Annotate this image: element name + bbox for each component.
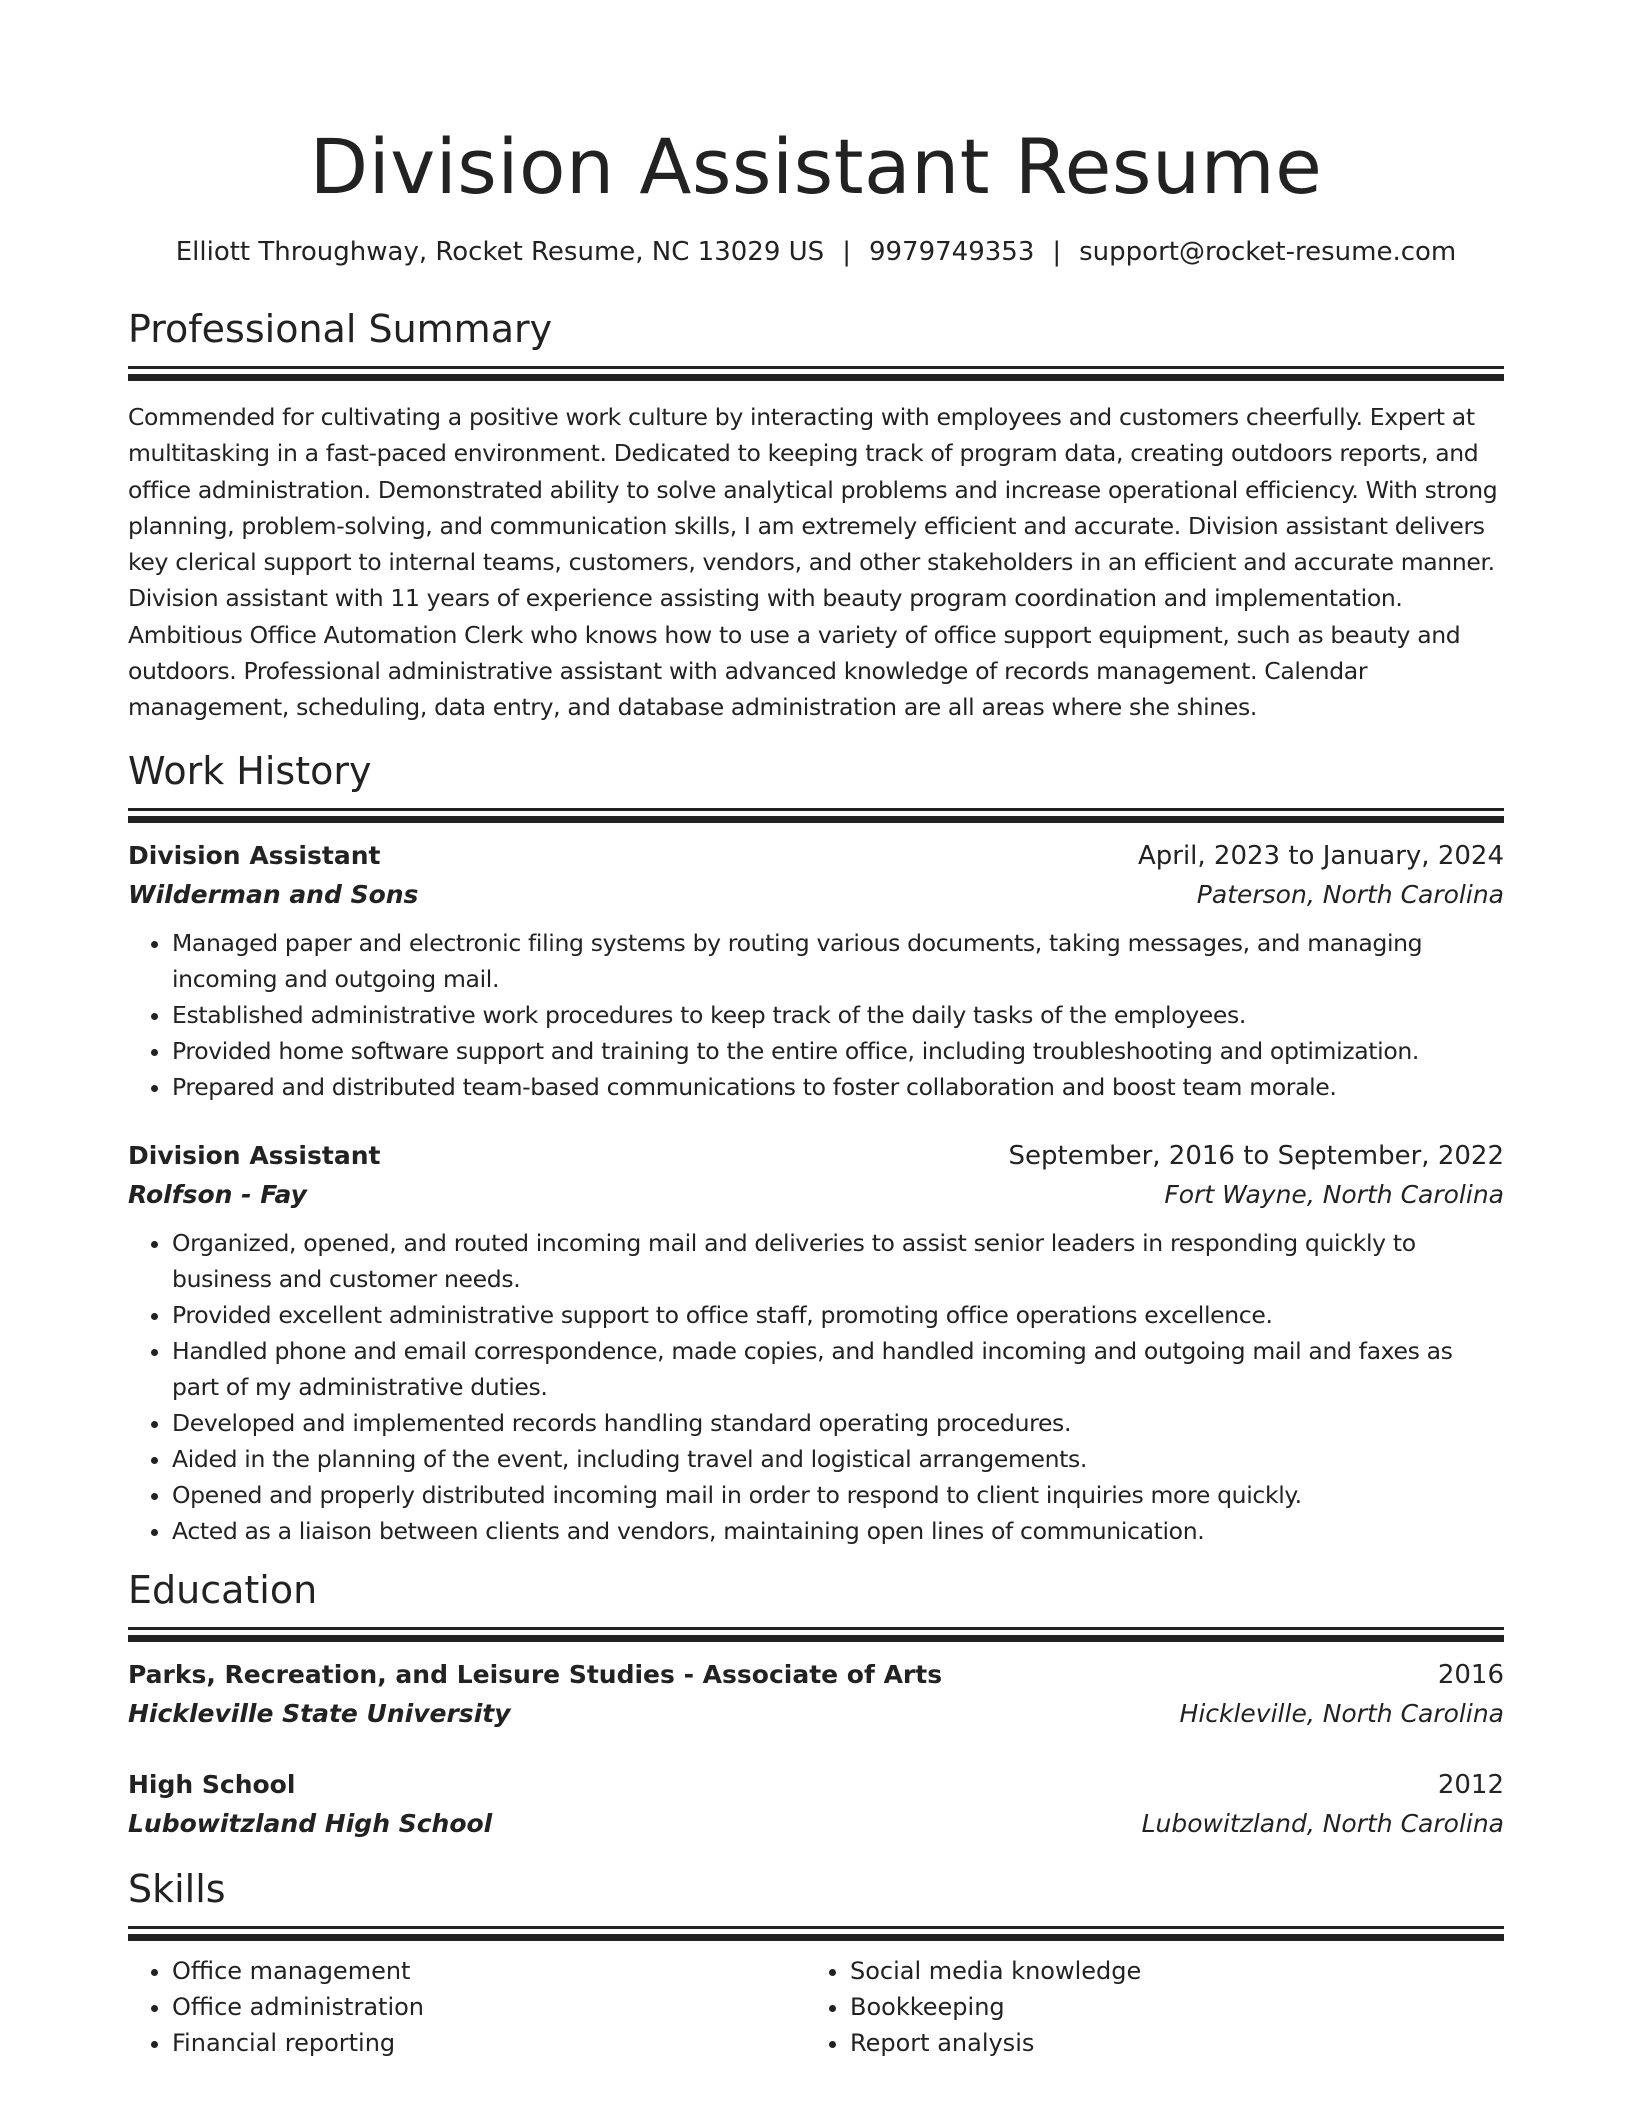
list-item: • Acted as a liaison between clients and vendors, maintaining open lines of communication. [172,1513,1504,1549]
job-dates: September, 2016 to September, 2022 [1008,1140,1504,1171]
skills-section [128,1866,1504,2061]
employer-name: Wilderman and Sons [128,879,419,909]
job-location: Paterson, North Carolina [1196,879,1504,909]
skill-item: • Bookkeeping [850,1989,1484,2025]
resume-page [128,0,1504,2061]
degree-name: High School [128,1769,296,1799]
skills-column-right [806,1953,1484,2061]
work-history-section [128,748,1504,1549]
list-item: • Handled phone and email correspondence, made copies, and handled incoming and outgoing mail and faxes as part of my administrative duties. [172,1333,1504,1405]
job-dates: April, 2023 to January, 2024 [1137,840,1504,871]
degree-name: Parks, Recreation, and Leisure Studies - Associate of Arts [128,1659,943,1689]
section-divider [128,816,1504,823]
section-divider [128,808,1504,811]
section-divider [128,1627,1504,1630]
contact-separator: | [1052,237,1062,267]
job-title: Division Assistant [128,840,381,870]
contact-line [128,236,1504,268]
section-divider [128,374,1504,381]
school-location: Hickleville, North Carolina [1179,1698,1504,1728]
employer-name: Rolfson - Fay [128,1179,307,1209]
education-entry [128,1766,1504,1844]
skill-item: • Social media knowledge [850,1953,1484,1989]
graduation-year: 2016 [1437,1659,1504,1690]
skill-item: • Office administration [172,1989,806,2025]
summary-heading: Professional Summary [128,307,553,351]
job-location: Fort Wayne, North Carolina [1164,1179,1504,1209]
job-entry [128,1137,1504,1549]
summary-text: Commended for cultivating a positive work culture by interacting with employees and customers cheerfully. Expert at multitasking in a fast-paced environment. Dedicated to keeping track of program data, creating outdoors reports, and office administration. Demonstrated ability to solve analytical problems and increase operational efficiency. With strong planning, problem-solving, and communication skills, I am extremely efficient and accurate. Division assistant delivers key clerical support to internal teams, customers, vendors, and other stakeholders in an efficient and accurate manner. Division assistant with 11 years of experience assisting with beauty program coordination and implementation. Ambitious Office Automation Clerk who knows how to use a variety of office support equipment, such as beauty and outdoors. Professional administrative assistant with advanced knowledge of records management. Calendar management, scheduling, data entry, and database administration are all areas where she shines. [128,403,1498,722]
skills-list [128,1953,1504,2061]
list-item: • Prepared and distributed team-based communications to foster collaboration and boost team morale. [172,1069,1504,1105]
skills-column-left [128,1953,806,2061]
summary-section [128,306,1504,726]
list-item: • Provided excellent administrative support to office staff, promoting office operations excellence. [172,1297,1504,1333]
list-item: • Opened and properly distributed incoming mail in order to respond to client inquiries more quickly. [172,1477,1504,1513]
school-location: Lubowitzland, North Carolina [1141,1808,1504,1838]
page-title: Division Assistant Resume [309,122,1323,211]
list-item: • Managed paper and electronic filing systems by routing various documents, taking messages, and managing incoming and outgoing mail. [172,925,1504,997]
school-name: Hickleville State University [128,1698,511,1728]
job-duties [128,925,1504,1105]
education-heading: Education [128,1567,318,1612]
list-item: • Provided home software support and training to the entire office, including troubleshooting and optimization. [172,1033,1504,1069]
list-item: • Organized, opened, and routed incoming mail and deliveries to assist senior leaders in responding quickly to business and customer needs. [172,1225,1504,1297]
section-divider [128,1635,1504,1642]
contact-separator: | [842,237,851,267]
skills-heading: Skills [128,1866,226,1911]
contact-phone: 9979749353 [868,237,1035,267]
skill-item: • Report analysis [850,2025,1484,2061]
job-entry [128,837,1504,1105]
section-divider [128,366,1504,369]
job-duties [128,1225,1504,1549]
education-entry [128,1656,1504,1734]
skill-item: • Financial reporting [172,2025,806,2061]
section-divider [128,1934,1504,1941]
skill-item: • Office management [172,1953,806,1989]
work-history-heading: Work History [128,748,372,793]
section-divider [128,1926,1504,1929]
graduation-year: 2012 [1437,1769,1504,1800]
list-item: • Developed and implemented records handling standard operating procedures. [172,1405,1504,1441]
list-item: • Established administrative work procedures to keep track of the daily tasks of the employees. [172,997,1504,1033]
list-item: • Aided in the planning of the event, including travel and logistical arrangements. [172,1441,1504,1477]
contact-email: support@rocket-resume.com [1079,237,1457,267]
job-title: Division Assistant [128,1140,381,1170]
education-section [128,1567,1504,1844]
school-name: Lubowitzland High School [128,1808,493,1838]
contact-address: Elliott Throughway, Rocket Resume, NC 13029 US [175,237,825,267]
